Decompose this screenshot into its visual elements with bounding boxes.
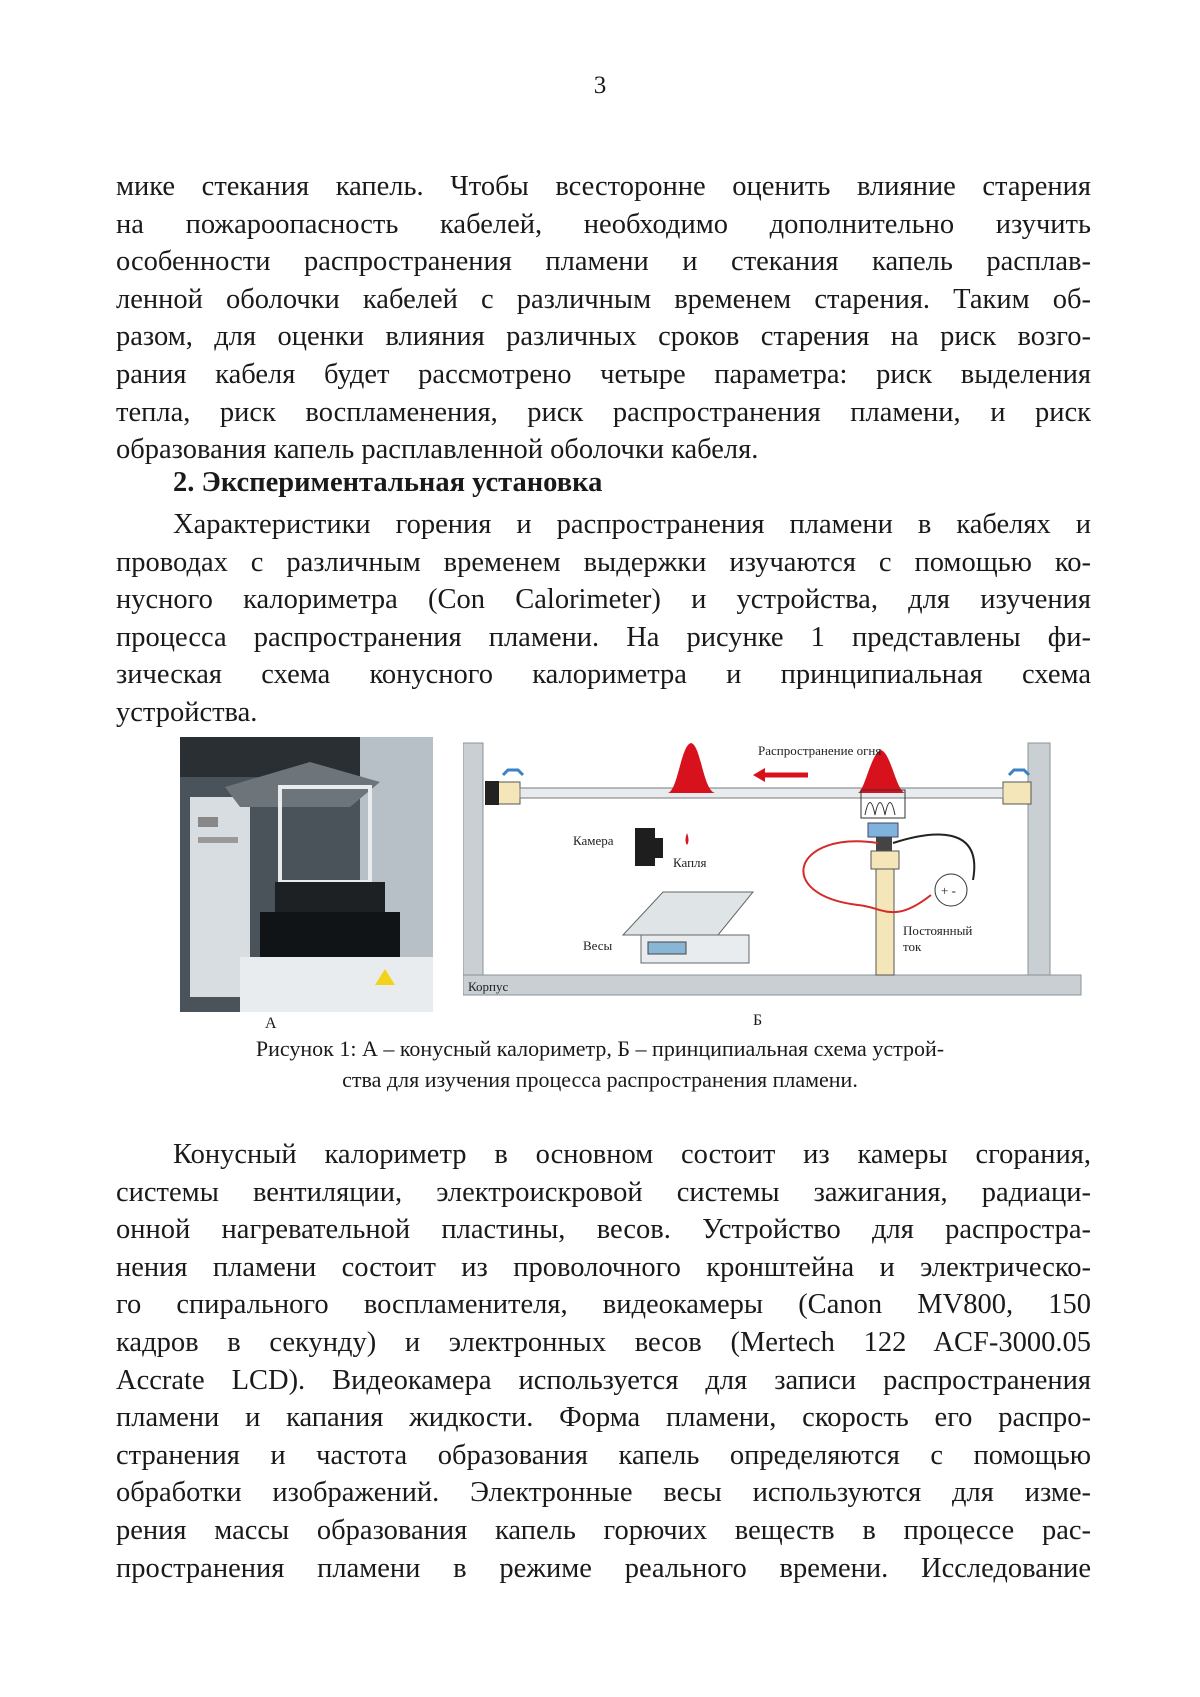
flame-left: [668, 743, 715, 793]
text-line: разом, для оценки влияния различных сроков старения на риск возго-: [116, 321, 1091, 353]
text-line: пространения пламени в режиме реального времени. Исследование: [116, 1552, 1091, 1584]
text-line: мике стекания капель. Чтобы всесторонне оценить влияние старения: [116, 171, 1091, 202]
paragraph-3: [116, 1136, 1091, 1587]
section-heading: 2. Экспериментальная установка: [173, 467, 603, 498]
scales-display: [648, 942, 686, 954]
right-post: [1028, 743, 1050, 983]
drop-icon: [686, 833, 689, 845]
text-line: процесса распространения пламени. На рисунке 1 представлены фи-: [116, 621, 1091, 653]
scales-label: Весы: [583, 938, 613, 953]
cable: [520, 788, 1003, 798]
housing-label: Корпус: [468, 979, 509, 994]
camera-label: Камера: [573, 833, 614, 848]
wire-red: [803, 841, 931, 912]
text-line: Конусный калориметр в основном состоит из камеры сгорания,: [173, 1139, 1091, 1170]
igniter-post: [876, 869, 894, 975]
power-source-polarity: + -: [941, 883, 956, 898]
text-line: проводах с различным временем выдержки изучаются с помощью ко-: [116, 546, 1091, 578]
wire-black: [893, 834, 974, 880]
text-line: тепла, риск воспламенения, риск распространения пламени, и риск: [116, 396, 1091, 428]
text-line: системы вентиляции, электроискровой системы зажигания, радиаци-: [116, 1176, 1091, 1208]
paragraph-2: [116, 506, 1091, 732]
scales-plate: [623, 892, 753, 935]
left-clamp-grip: [485, 781, 499, 805]
caption-line: Рисунок 1: А – конусный калориметр, Б – принципиальная схема устрой-: [255, 1036, 945, 1061]
text-line: нения пламени состоит из проволочного кронштейна и электрическо-: [116, 1251, 1091, 1283]
page-number: 3: [593, 72, 607, 99]
right-clamp: [1003, 782, 1031, 804]
text-line: Accrate LCD). Видеокамера используется для записи распространения: [116, 1364, 1091, 1396]
igniter-holder: [868, 823, 898, 837]
spread-arrow-head: [753, 768, 765, 782]
text-line: нусного калориметра (Con Calorimeter) и устройства, для изучения: [116, 584, 1091, 616]
fire-spread-label: Распространение огня: [758, 743, 882, 758]
paragraph-1: [116, 168, 1091, 469]
dc-label-line2: ток: [903, 939, 922, 954]
caption-line: ства для изучения процесса распространения пламени.: [342, 1067, 858, 1092]
text-line: го спирального воспламенителя, видеокамеры (Canon MV800, 150: [116, 1289, 1091, 1321]
figure-caption: [0, 1033, 1200, 1095]
drop-label: Капля: [673, 855, 707, 870]
text-line: ленной оболочки кабелей с различным временем старения. Таким об-: [116, 283, 1091, 315]
figure-label-b: Б: [753, 1012, 763, 1029]
igniter-connector: [876, 837, 892, 851]
text-line: образования капель расплавленной оболочки кабеля.: [116, 434, 759, 466]
text-line: Характеристики горения и распространения пламени в кабелях и: [173, 509, 1091, 540]
text-line: онной нагревательной пластины, весов. Устройство для распростра-: [116, 1214, 1091, 1246]
text-line: устройства.: [116, 696, 258, 728]
text-line: рания кабеля будет рассмотрено четыре параметра: риск выделения: [116, 358, 1091, 390]
coil-spiral: [865, 803, 895, 816]
text-line: пламени и капания жидкости. Форма пламени, скорость его распро-: [116, 1402, 1091, 1434]
dc-label-line1: Постоянный: [903, 923, 973, 938]
base: [463, 975, 1081, 995]
post-cap: [871, 851, 899, 869]
left-clamp-screw: [503, 770, 523, 775]
text-line: на пожароопасность кабелей, необходимо дополнительно изучить: [116, 208, 1091, 240]
text-line: особенности распространения пламени и стекания капель расплав-: [116, 246, 1091, 278]
camera-icon: [635, 828, 663, 866]
figure-label-a: А: [265, 1015, 277, 1032]
text-line: зическая схема конусного калориметра и принципиальная схема: [116, 659, 1091, 691]
cone-calorimeter-photo: [180, 737, 433, 1012]
left-post: [463, 743, 483, 983]
text-line: рения массы образования капель горючих веществ в процессе рас-: [116, 1514, 1091, 1546]
flame-spread-schematic: [463, 735, 1088, 1010]
text-line: обработки изображений. Электронные весы используются для изме-: [116, 1477, 1091, 1509]
text-line: кадров в секунду) и электронных весов (Mertech 122 ACF-3000.05: [116, 1326, 1091, 1358]
text-line: странения и частота образования капель определяются с помощью: [116, 1439, 1091, 1471]
right-clamp-screw: [1009, 770, 1029, 775]
